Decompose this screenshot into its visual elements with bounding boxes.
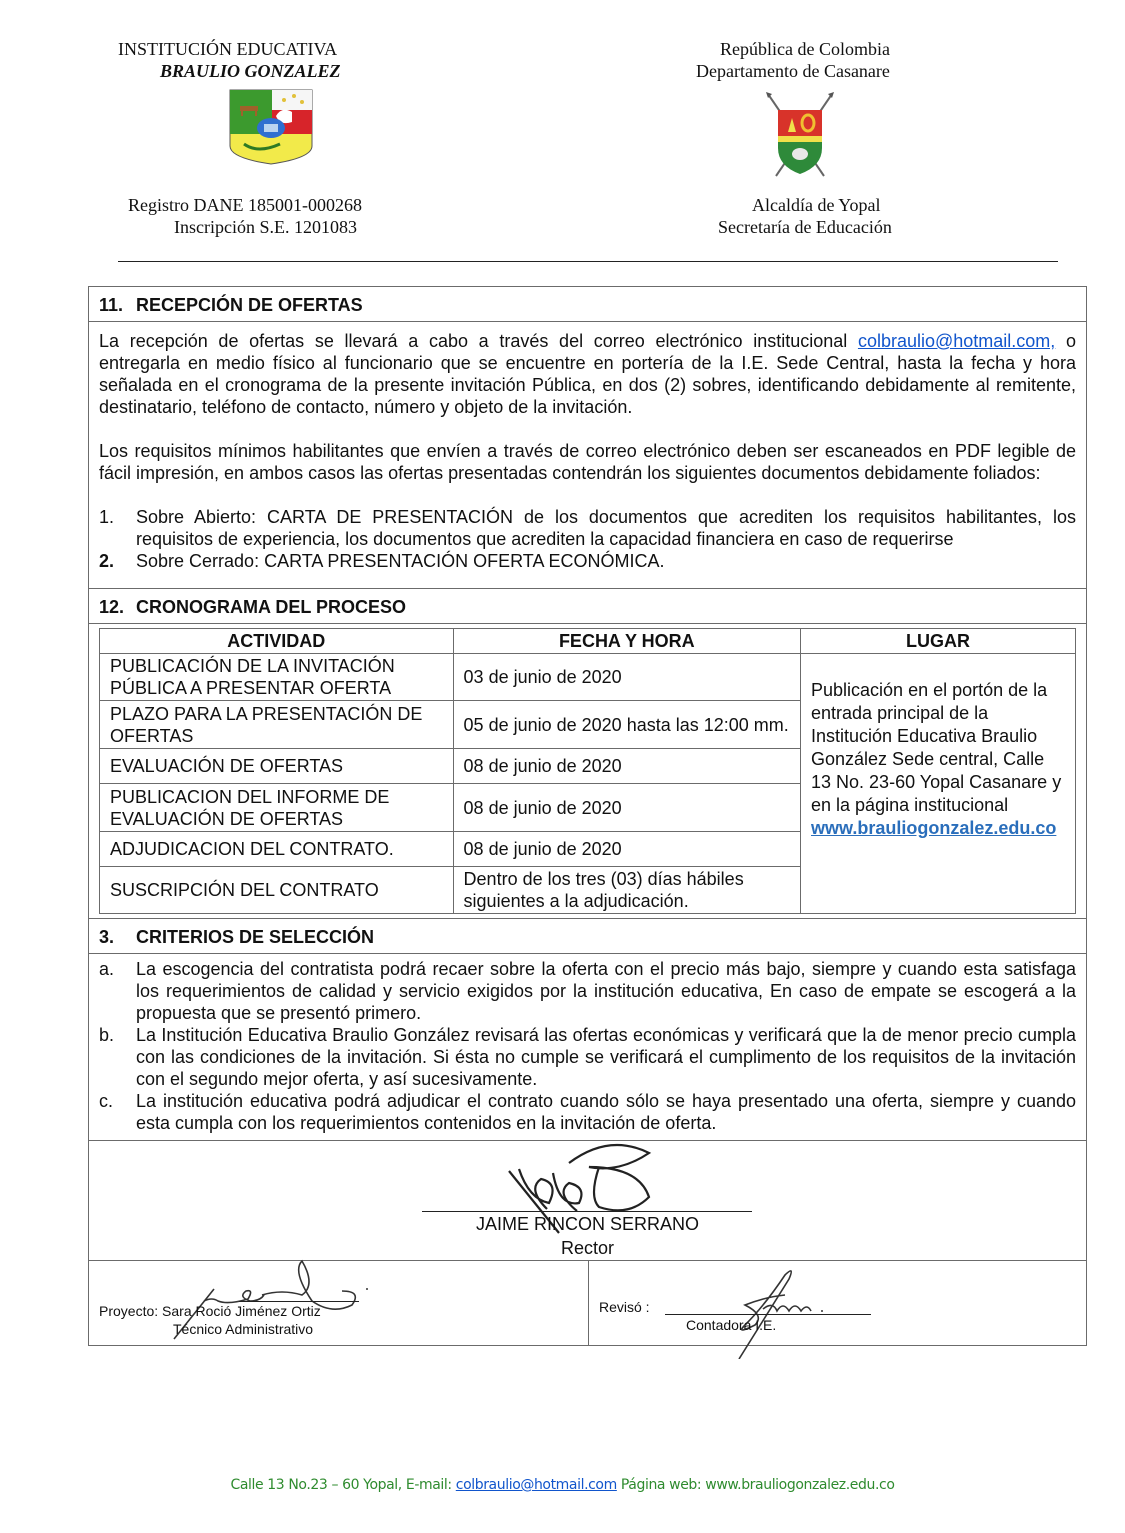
reviewed-by-line xyxy=(665,1314,871,1315)
institution-type: INSTITUCIÓN EDUCATIVA xyxy=(118,39,338,59)
activity-cell: SUSCRIPCIÓN DEL CONTRATO xyxy=(100,867,454,914)
se-inscription: Inscripción S.E. 1201083 xyxy=(174,217,357,237)
rector-signature-block xyxy=(89,1140,1086,1260)
table-header-row xyxy=(100,629,1076,654)
date-cell: 08 de junio de 2020 xyxy=(453,784,800,832)
activity-cell: ADJUDICACION DEL CONTRATO. xyxy=(100,832,454,867)
date-cell: Dentro de los tres (03) días hábiles siguientes a la adjudicación. xyxy=(453,867,800,914)
requirements-paragraph: Los requisitos mínimos habilitantes que envíen a través de correo electrónico deben ser escaneados en PDF legible de fácil impresión, en ambos casos las ofertas presentadas contendrán los siguientes documentos debidamente foliados: xyxy=(99,441,1076,483)
activity-cell: PUBLICACIÓN DE LA INVITACIÓN PÚBLICA A PRESENTAR OFERTA xyxy=(100,654,454,701)
prepared-by-cell xyxy=(89,1261,588,1345)
rector-signature-line xyxy=(422,1211,752,1212)
casanare-coat-of-arms-icon xyxy=(762,90,838,180)
section-3-title: 3. CRITERIOS DE SELECCIÓN xyxy=(89,919,1086,954)
institution-name: BRAULIO GONZALEZ xyxy=(160,61,341,81)
schedule-table xyxy=(99,628,1076,914)
column-header-actividad: ACTIVIDAD xyxy=(100,629,454,654)
table-row xyxy=(100,654,1076,701)
department: Departamento de Casanare xyxy=(696,61,890,81)
header-divider xyxy=(118,261,1058,262)
list-item: b. La Institución Educativa Braulio González revisará las ofertas económicas y verificará que la de menor precio cumpla con las condiciones de la invitación. Si ésta no cumple se verificará el cumplimento de los requisitos de la invitación con el segundo mejor oferta, y así sucesivamente. xyxy=(99,1025,1076,1089)
reviewed-by-signature-icon xyxy=(699,1259,829,1359)
list-item: c. La institución educativa podrá adjudicar el contrato cuando sólo se haya presentado una oferta, siempre y cuando esta cumpla con los requerimientos contenidos en la invitación de oferta. xyxy=(99,1091,1076,1133)
footer-email-link[interactable]: colbraulio@hotmail.com xyxy=(455,1477,617,1493)
prepared-by-line xyxy=(239,1301,359,1302)
institution-email-link[interactable]: colbraulio@hotmail.com, xyxy=(857,331,1056,351)
list-item: 1. Sobre Abierto: CARTA DE PRESENTACIÓN de los documentos que acrediten los requisitos habilitantes, los requisitos de experiencia, los documentos que acrediten la capacidad financiera en caso de requerirse xyxy=(99,507,1076,549)
envelope-list xyxy=(99,506,1076,588)
education-secretariat: Secretaría de Educación xyxy=(718,217,892,237)
date-cell: 08 de junio de 2020 xyxy=(453,749,800,784)
activity-cell: PLAZO PARA LA PRESENTACIÓN DE OFERTAS xyxy=(100,701,454,749)
reviewed-by-role: Contadora I.E. xyxy=(686,1317,777,1333)
location-cell: Publicación en el portón de la entrada principal de la Institución Educativa Braulio González Sede central, Calle 13 No. 23-60 Yopal Casanare y en la página institucional www.brauliogonzalez.edu.co xyxy=(801,654,1076,914)
section-11-body xyxy=(89,330,1086,588)
rector-role: Rector xyxy=(560,1238,614,1258)
list-item: a. La escogencia del contratista podrá recaer sobre la oferta con el precio más bajo, siempre y cuando esta satisfaga los requerimientos de calidad y servicio exigidos por la institución educativa, En caso de empate se escogerá a la propuesta que se presentó primero. xyxy=(99,959,1076,1023)
country: República de Colombia xyxy=(720,39,890,59)
selection-criteria-list xyxy=(89,954,1086,1140)
date-cell: 08 de junio de 2020 xyxy=(453,832,800,867)
document-body xyxy=(88,286,1087,1346)
page-footer: Calle 13 No.23 – 60 Yopal, E-mail: colbraulio@hotmail.com Página web: www.brauliogonzalez.edu.co xyxy=(230,1477,895,1493)
section-11-title: 11. RECEPCIÓN DE OFERTAS xyxy=(89,287,1086,322)
prepared-by-label: Proyecto: Sara Roció Jiménez Ortiz xyxy=(99,1303,321,1319)
section-12-title: 12. CRONOGRAMA DEL PROCESO xyxy=(89,588,1086,624)
reviewed-by-cell xyxy=(588,1261,1086,1345)
reception-paragraph: La recepción de ofertas se llevará a cabo a través del correo electrónico institucional colbraulio@hotmail.com, o entregarla en medio físico al funcionario que se encuentre en portería de la I.E. Sede Central, hasta la fecha y hora señalada en el cronograma de la presente invitación Pública, en dos (2) sobres, identificando debidamente al remitente, destinatario, teléfono de contacto, número y objeto de la invitación. xyxy=(99,331,1076,417)
date-cell: 05 de junio de 2020 hasta las 12:00 mm. xyxy=(453,701,800,749)
school-crest-icon xyxy=(228,88,314,166)
schedule-table-wrapper xyxy=(89,624,1086,919)
website-link[interactable]: www.brauliogonzalez.edu.co xyxy=(811,818,1057,838)
mayor-office: Alcaldía de Yopal xyxy=(752,195,881,215)
rector-name: JAIME RINCON SERRANO xyxy=(475,1214,700,1234)
activity-cell: EVALUACIÓN DE OFERTAS xyxy=(100,749,454,784)
column-header-fecha: FECHA Y HORA xyxy=(453,629,800,654)
dane-registry: Registro DANE 185001-000268 xyxy=(128,195,362,215)
activity-cell: PUBLICACION DEL INFORME DE EVALUACIÓN DE OFERTAS xyxy=(100,784,454,832)
reviewed-by-label: Revisó : xyxy=(599,1299,650,1315)
date-cell: 03 de junio de 2020 xyxy=(453,654,800,701)
column-header-lugar: LUGAR xyxy=(801,629,1076,654)
list-item: 2. Sobre Cerrado: CARTA PRESENTACIÓN OFERTA ECONÓMICA. xyxy=(99,551,665,571)
approval-signatures xyxy=(89,1260,1086,1345)
prepared-by-role: Técnico Administrativo xyxy=(173,1321,314,1337)
